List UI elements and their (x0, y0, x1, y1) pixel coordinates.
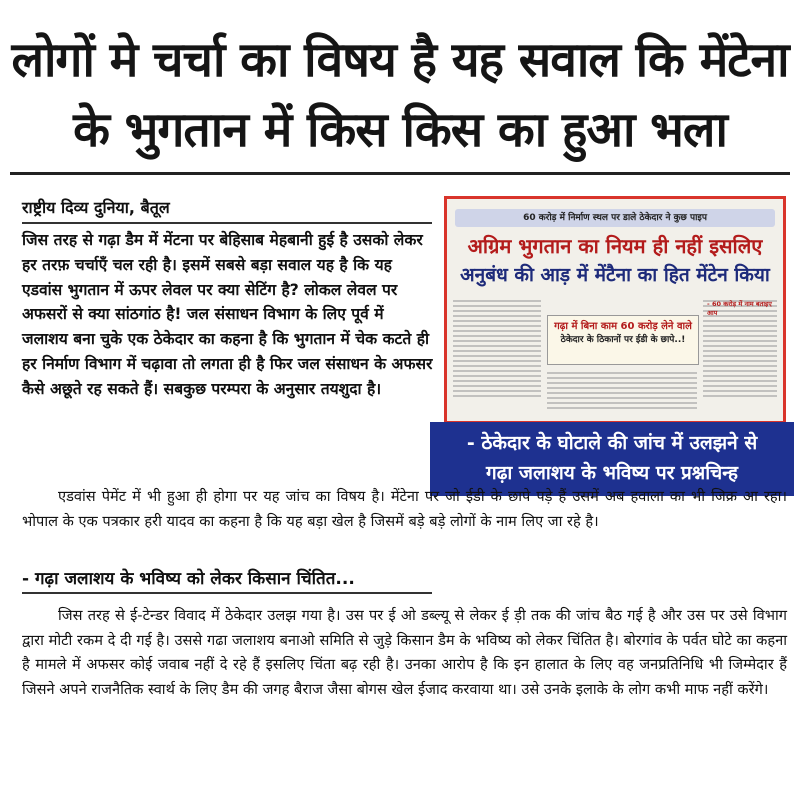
newspaper-clipping-image (444, 196, 786, 424)
headline-line-2: के भुगतान में किस किस का हुआ भला (73, 102, 727, 158)
paragraph-3: जिस तरह से ई-टेन्डर विवाद में ठेकेदार उलझ गया है। उस पर ई ओ डब्ल्यू से लेकर ई ड़ी तक की जांच बैठ गई है और उस पर उसे विभाग द्वारा मोटी रकम दे दी गई है। उससे गढा जलाशय बनाओ समिति से जुड़े किसान डैम के भविष्य को लेकर चिंतित है। बोरगांव के पर्वत घोटे का कहना है मामले में अफसर कोई जवाब नहीं दे रहे हैं इसलिए चिंता बढ़ रही है। उनका आरोप है कि इन हालात के लिए वह जनप्रतिनिधि भी जिम्मेदार हैं जिसने अपने राजनैतिक स्वार्थ के लिए डैम की जगह बैराज जैसा बोगस खेल ईजाद करवाया था। उसे उनके इलाके के लोग कभी माफ नहीं करेंगे। (22, 607, 787, 698)
lead-paragraph: जिस तरह से गढ़ा डैम में मेंटना पर बेहिसाब मेहबानी हुई है उसको लेकर हर तरफ़ चर्चाएँ चल रही है। इसमें सबसे बड़ा सवाल यह है कि यह एडवांस भुगतान में ऊपर लेवल पर क्या सेटिंग है? लोकल लेवल पर अफसरों से क्या सांठगांठ है! जल संसाधन विभाग के लिए पूर्व में जलाशय बना चुके एक ठेकेदार का कहना है कि भुगतान में चेक कटते ही हर निर्माण विभाग में चढ़ावा तो लगता ही है फिर जल संसाधन के अफसर कैसे अछूते रह सकते हैं। सबकुछ परम्परा के अनुसार तयशुदा है। (22, 231, 433, 398)
clipping-headline-2: अनुबंध की आड़ में मेंटैना का हित मेंटेन किया (460, 264, 770, 286)
callout-line-2: गढ़ा जलाशय के भविष्य पर प्रश्नचिन्ह (486, 462, 738, 484)
clipping-inset-title: गढ़ा में बिना काम 60 करोड़ लेने वाले (554, 321, 692, 332)
clipping-top-strip: 60 करोड़ में निर्माण स्थल पर डाले ठेकेदार ने कुछ पाइप (455, 209, 775, 227)
clipping-mini-caption: - 60 करोड़ में नाम बताइए आप (707, 300, 772, 317)
clipping-text-column-left (453, 297, 541, 415)
callout-line-1: - ठेकेदार के घोटाले की जांच में उलझने से (466, 432, 758, 454)
clipping-inset-subtitle: ठेकेदार के ठिकानों पर ईडी के छापे..! (560, 335, 686, 345)
headline-divider (10, 172, 790, 175)
byline-divider (22, 222, 432, 224)
clipping-inset-box (547, 315, 699, 365)
clipping-headline-1: अग्रिम भुगतान का नियम ही नहीं इसलिए (467, 234, 763, 258)
paragraph-2: एडवांस पेमेंट में भी हुआ ही होगा पर यह जांच का विषय है। मेंटेना पर जो ईडी के छापे पड़े हैं उसमें अब हवाला का भी जिक्र आ रहा। भोपाल के एक पत्रकार हरी यादव का कहना है कि यह बड़ा खेल है जिसमें बड़े बड़े लोगों के नाम लिए जा रहे है। (22, 488, 787, 530)
subheading-divider (22, 592, 432, 594)
clipping-text-column-middle (547, 369, 697, 415)
byline: राष्ट्रीय दिव्य दुनिया, बैतूल (22, 198, 170, 217)
headline-line-1: लोगों मे चर्चा का विषय है यह सवाल कि मेंटेना (11, 32, 789, 88)
subheading: - गढ़ा जलाशय के भविष्य को लेकर किसान चिंतित... (22, 569, 355, 589)
